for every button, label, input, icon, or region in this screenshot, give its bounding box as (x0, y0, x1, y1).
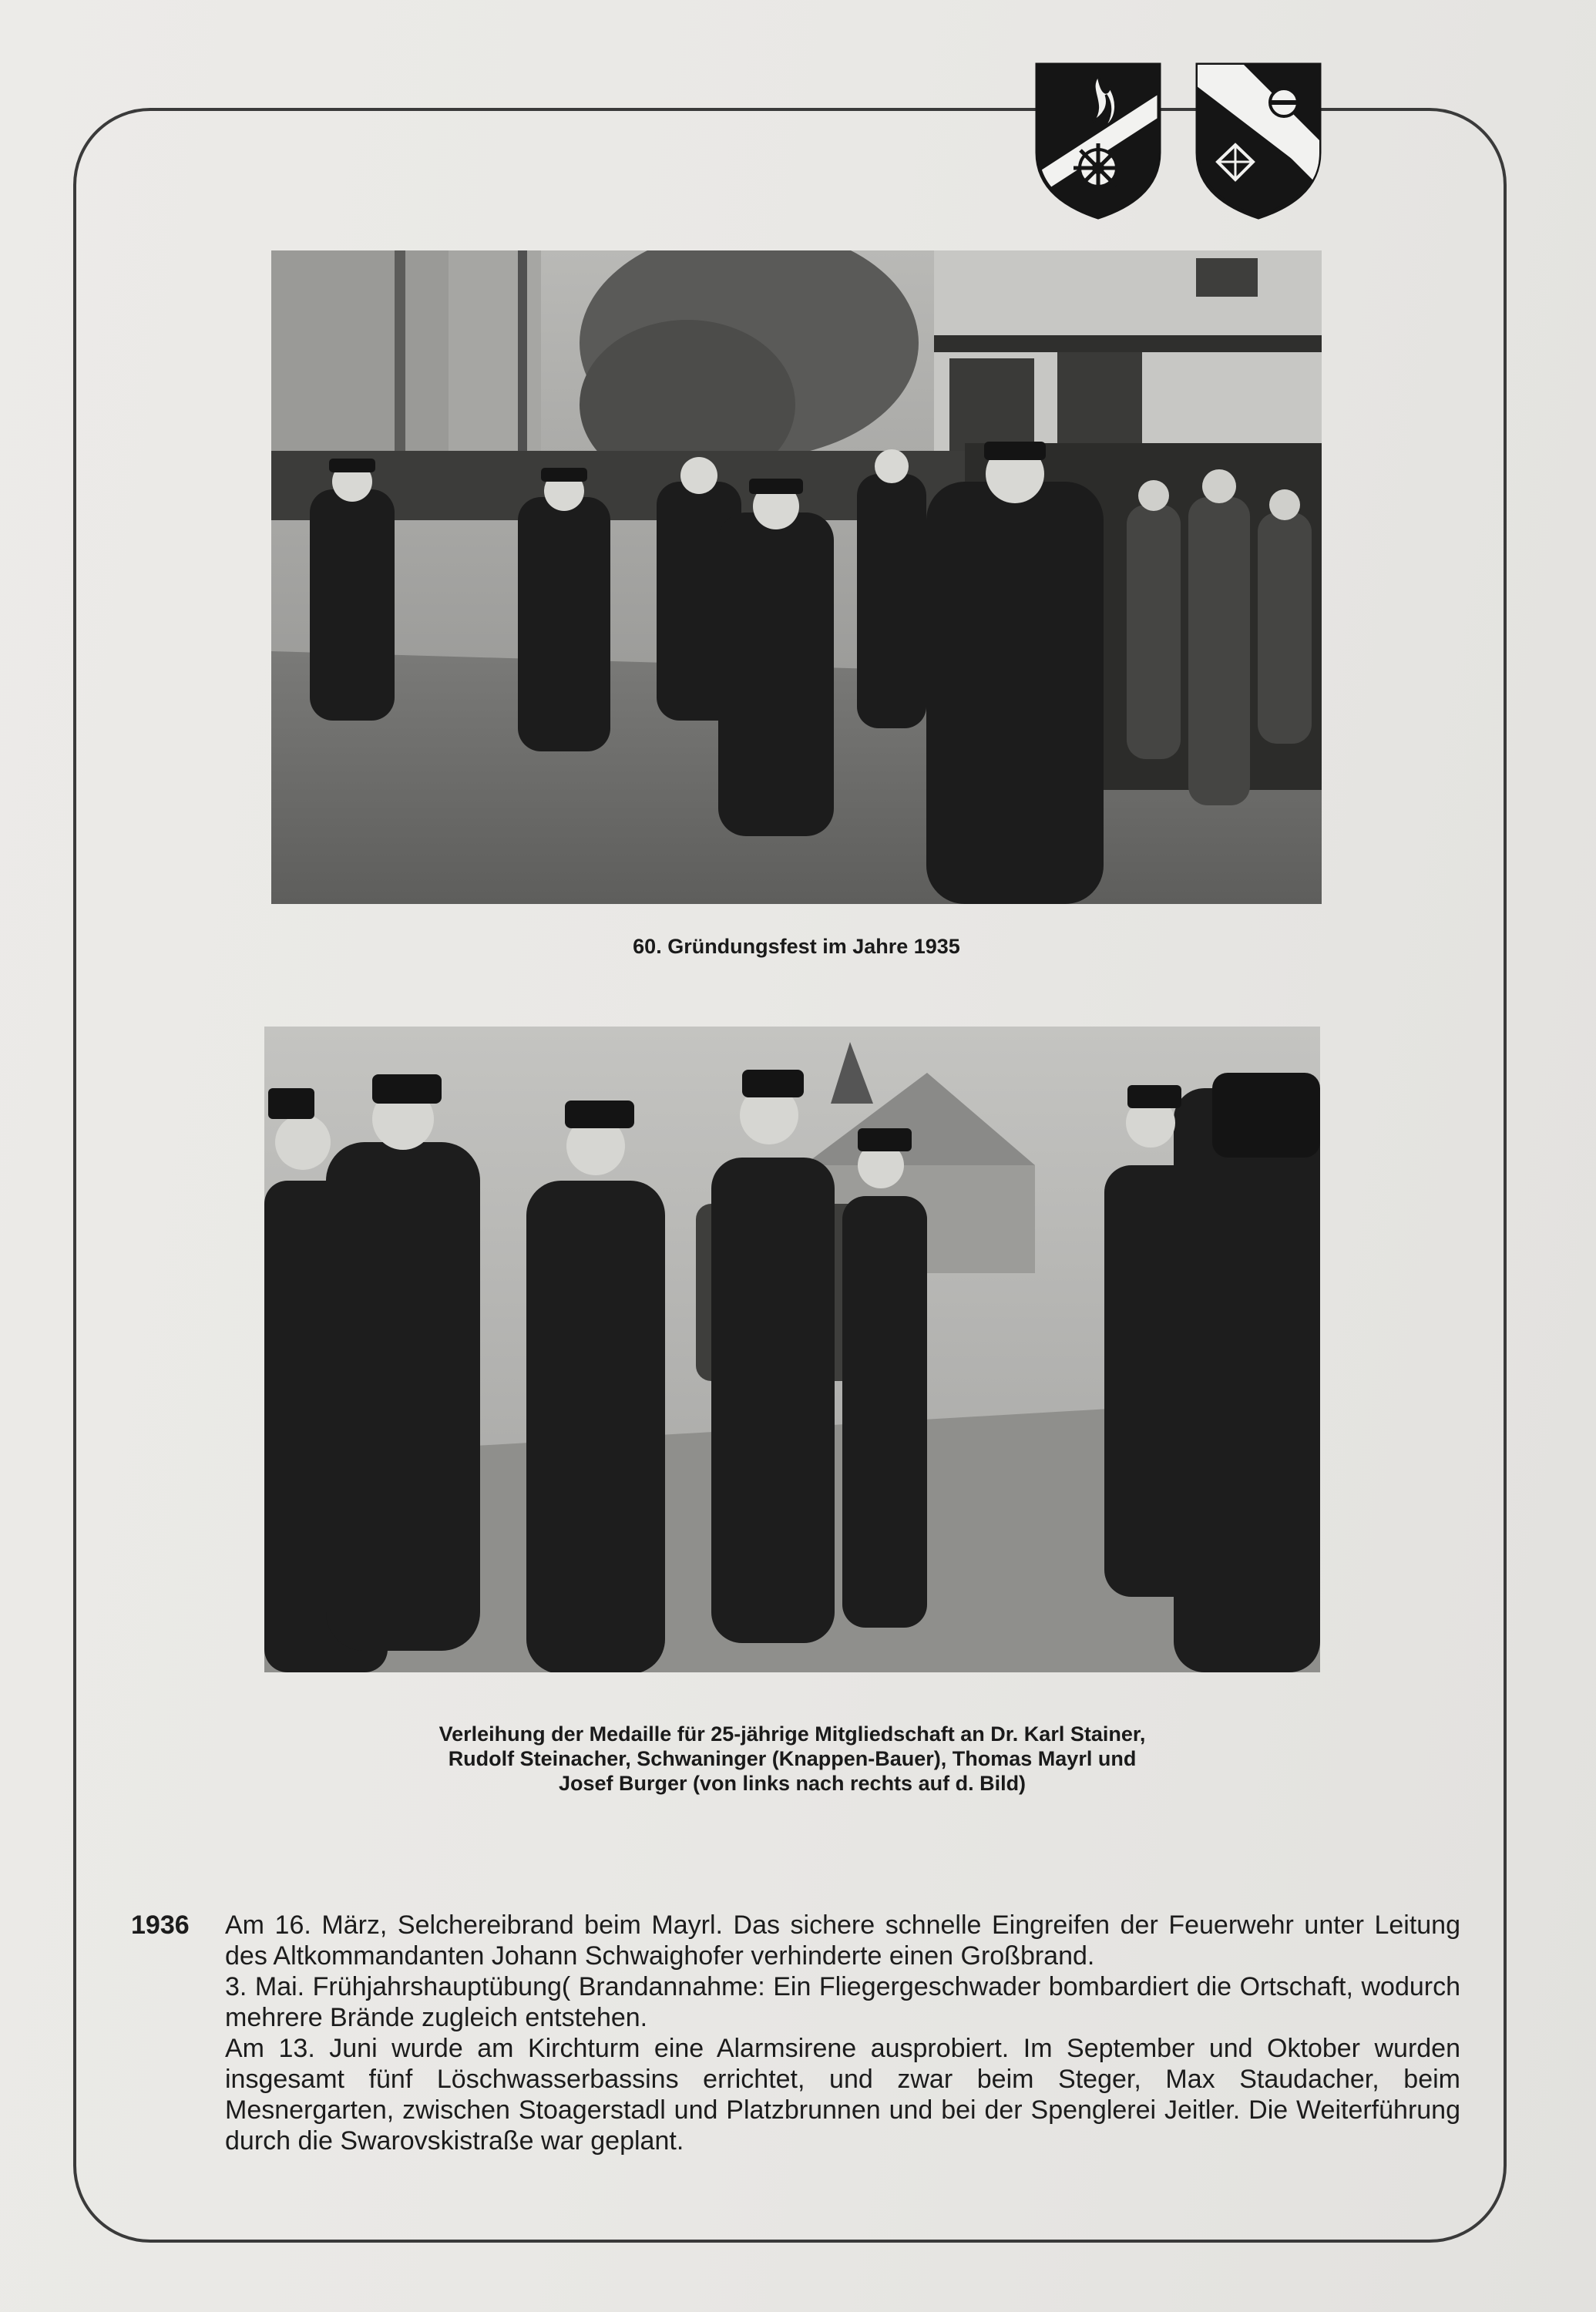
photo-caption-2-line-1: Verleihung der Medaille für 25-jährige Mitgliedschaft an Dr. Karl Stainer, (438, 1722, 1146, 1746)
entry-paragraph-2: 3. Mai. Frühjahrshauptübung( Brandannahme: Ein Fliegergeschwader bombardiert die Ortschaft, wodurch mehrere Brände zugleich entstehen. (225, 1972, 1460, 2032)
fire-brigade-coat-of-arms-icon (1033, 60, 1164, 222)
photo-caption-2-line-3: Josef Burger (von links nach rechts auf d. Bild) (558, 1772, 1026, 1795)
photo-caption-2 (264, 1722, 1320, 1796)
photo-caption-1: 60. Gründungsfest im Jahre 1935 (633, 935, 960, 958)
entry-paragraph-3: Am 13. Juni wurde am Kirchturm eine Alarmsirene ausprobiert. Im September und Oktober wurden insgesamt fünf Löschwasserbassins errichtet, und zwar beim Steger, Max Staudacher, beim Mesnergarten, zwischen Stoagerstadl und Platzbrunnen und bei der Spenglerei Jeitler. Die Weiterführung durch die Swarovskistraße war geplant. (225, 2034, 1460, 2156)
medal-ceremony-photo (264, 1027, 1320, 1672)
municipal-coat-of-arms-icon (1193, 60, 1324, 222)
entry-body (225, 1910, 1460, 2156)
entry-paragraph-1: Am 16. März, Selchereibrand beim Mayrl. Das sichere schnelle Eingreifen der Feuerwehr unter Leitung des Altkommandanten Johann Schwaighofer verhinderte einen Großbrand. (225, 1910, 1460, 1971)
parade-photo (271, 250, 1322, 904)
photo-caption-2-line-2: Rudolf Steinacher, Schwaninger (Knappen-Bauer), Thomas Mayrl und (448, 1747, 1137, 1770)
entry-year: 1936 (131, 1910, 190, 1940)
